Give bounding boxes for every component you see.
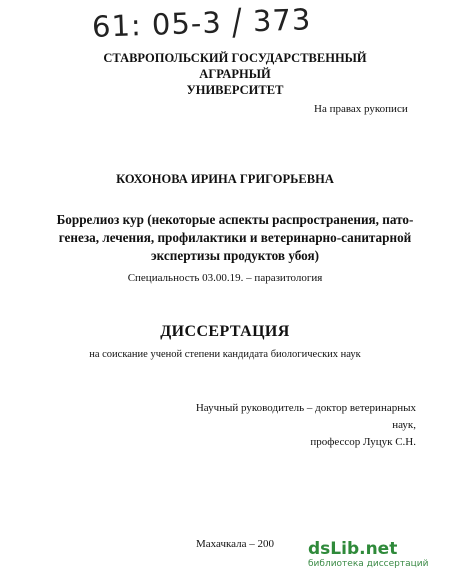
watermark-tagline: библиотека диссертаций — [308, 559, 429, 569]
scientific-supervisor — [176, 400, 416, 451]
watermark-logo-tld: .net — [359, 539, 398, 559]
institution-line-2: УНИВЕРСИТЕТ — [186, 83, 284, 97]
institution-line-1: СТАВРОПОЛЬСКИЙ ГОСУДАРСТВЕННЫЙ АГРАРНЫЙ — [103, 51, 367, 81]
city-year: Махачкала – 200 — [196, 538, 275, 550]
catalog-number-slash: / — [231, 0, 244, 44]
handwritten-catalog-number — [91, 2, 311, 44]
institution-name — [80, 50, 390, 98]
title-line-2: генеза, лечения, профилактики и ветеринарно-санитарной — [58, 230, 412, 245]
specialty-line: Специальность 03.00.19. – паразитология — [127, 272, 323, 284]
title-line-1: Боррелиоз кур (некоторые аспекты распространения, пато- — [56, 212, 414, 227]
supervisor-line-1: Научный руководитель – доктор ветеринарных наук, — [195, 402, 416, 431]
manuscript-rights-note: На правах рукописи — [314, 103, 408, 115]
dslib-watermark — [308, 540, 448, 570]
catalog-number-part2: 373 — [252, 2, 312, 39]
author-name: КОХОНОВА ИРИНА ГРИГОРЬЕВНА — [116, 172, 334, 186]
title-line-3: экспертизы продуктов убоя) — [150, 248, 320, 263]
watermark-logo — [308, 540, 448, 558]
watermark-logo-main: dsLib — [308, 539, 360, 559]
dissertation-title — [42, 211, 428, 265]
catalog-number-part1: 61: 05-3 — [91, 5, 223, 44]
degree-line: на соискание ученой степени кандидата биологических наук — [89, 349, 361, 360]
document-type-heading: ДИССЕРТАЦИЯ — [160, 323, 290, 340]
supervisor-line-2: профессор Луцук С.Н. — [310, 436, 416, 448]
